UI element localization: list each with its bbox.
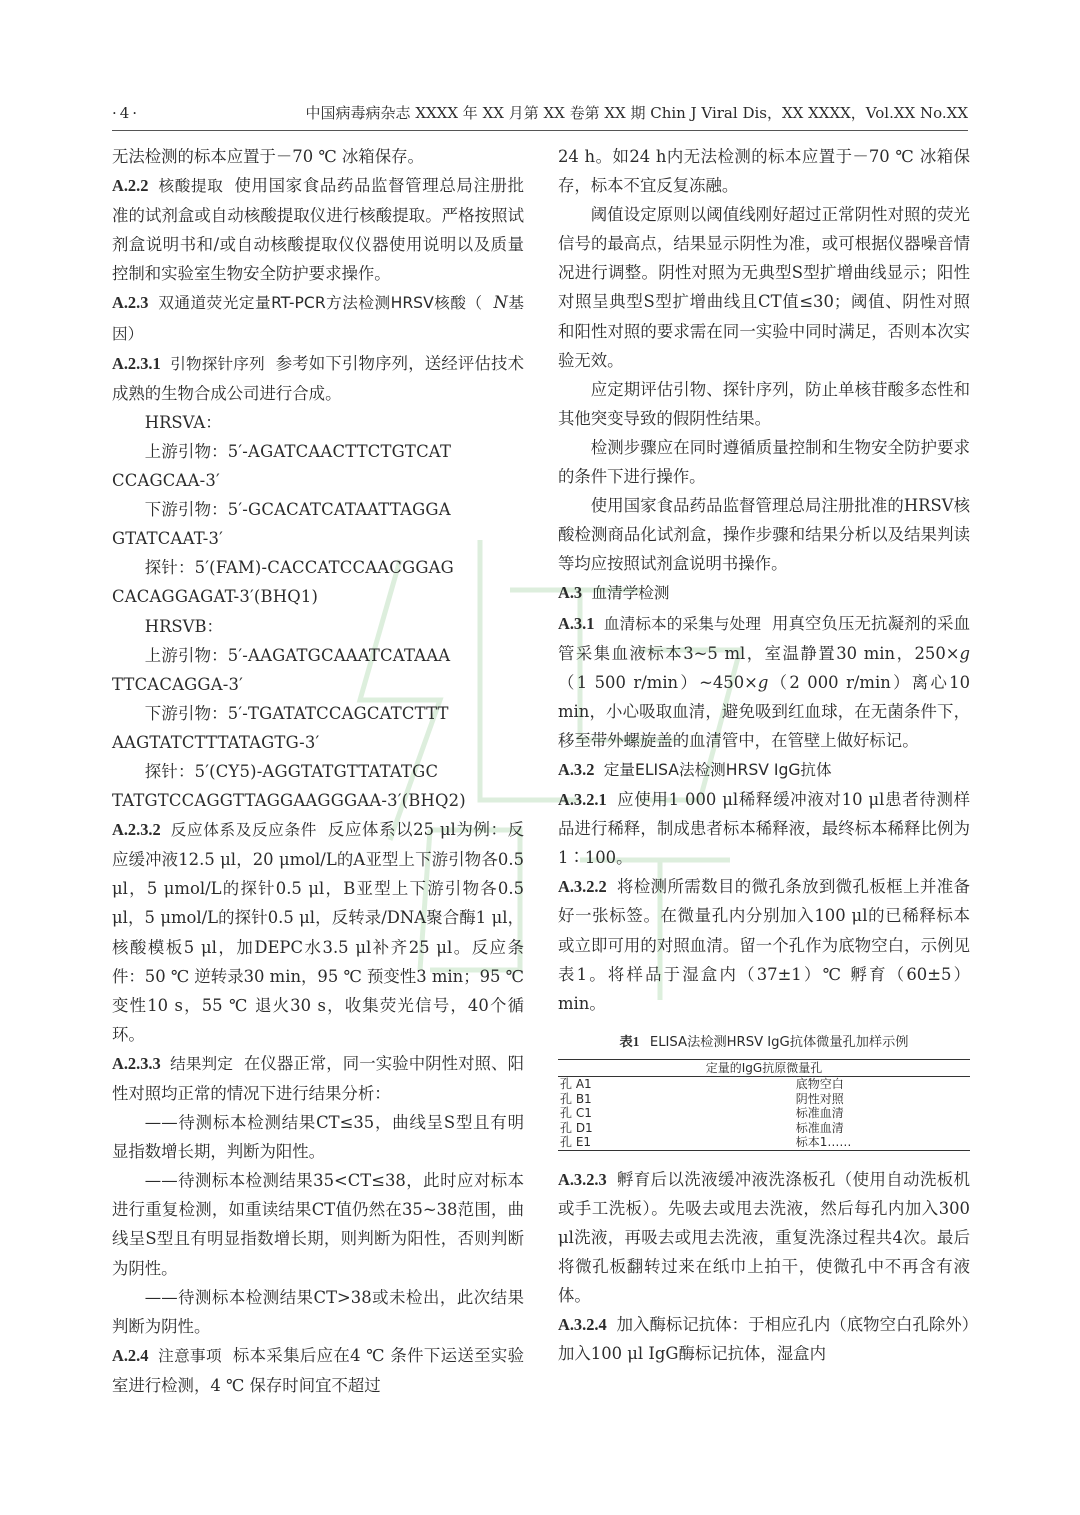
section-text: 反应体系以25 μl为例：反应缓冲液12.5 μl，20 μmol/L的A亚型上下游引物各0.5 μl，5 μmol/L的探针0.5 μl，B亚型上下游引物各0.5 μl，5 μmol/L的探针0.5 μl，反转录/DNA聚合酶1 μl，核酸模板5 μl，加DEPC水3.5 μl补齐25 μl。反应条件：50 ℃ 逆转录30 min，95 ℃ 预变性3 min；95 ℃ 变性10 s，55 ℃ 退火30 s，收集荧光信号，40个循环。 [112,820,524,1044]
content-cell: 底物空白 [795,1077,844,1092]
sequence-line: 上游引物：5′-AAGATGCAAATCATAAA [144,645,451,665]
section-title: 注意事项 [157,1346,222,1365]
sequence-line: 上游引物：5′-AGATCAACTTCTGTCAT [144,441,452,461]
section-title-part: 基因） [112,294,524,343]
section-a323 [558,1165,970,1310]
well-cell: 孔 C1 [560,1106,592,1121]
criteria-item: ——待测标本检测结果CT≤35，曲线呈S型且有明显指数增长期，判断为阳性。 [112,1113,524,1162]
journal-info: 中国病毒病杂志 XXXX 年 XX 月第 XX 卷第 XX 期 Chin J Viral Dis，XX XXXX，Vol.XX No.XX [305,104,968,122]
right-column [558,142,970,1368]
section-a22 [112,171,524,288]
sequence-line: 探针：5′(CY5)-AGGTATGTTATATGC [144,761,439,781]
section-text: 将检测所需数目的微孔条放到微孔板框上并准备好一张标签。在微量孔内分别加入100 μl的已稀释标本或立即可用的对照血清。留一个孔作为底物空白，示例见表1。将样品于湿盒内（37±1）℃ 孵育（60±5）min。 [558,877,970,1013]
left-column [112,142,524,1400]
section-number: A.3.1 [558,613,595,633]
paragraph: 应定期评估引物、探针序列，防止单核苷酸多态性和其他突变导致的假阴性结果。 [558,379,970,428]
section-number: A.3.2.2 [558,877,607,897]
section-a232 [112,815,524,1049]
section-number: A.2.3 [112,293,149,313]
content-cell: 阴性对照 [795,1091,844,1106]
paragraph: 使用国家食品药品监督管理总局注册批准的HRSV核酸检测商品化试剂盒，操作步骤和结果分析以及结果判读等均应按照试剂盒说明书操作。 [558,496,970,574]
section-a233 [112,1049,524,1108]
well-cell: 孔 E1 [558,1135,756,1150]
sequence-line: GTATCAAT-3′ [112,529,224,549]
sequence-line: 下游引物：5′-GCACATCATAATTAGGA [144,500,451,520]
section-a31 [558,609,970,755]
table-caption [558,1032,970,1053]
section-text: 参考如下引物序列，送经评估技术成熟的生物合成公司进行合成。 [112,353,524,403]
table-1 [558,1032,970,1151]
section-number: A.2.3.3 [112,1053,161,1073]
section-a324 [558,1310,970,1368]
section-text: 加入酶标记抗体：于相应孔内（底物空白孔除外）加入100 μl IgG酶标记抗体，湿盒内 [558,1315,970,1364]
table-title: ELISA法检测HRSV IgG抗体微量孔加样示例 [649,1034,909,1050]
table-row [558,1092,970,1107]
section-a322 [558,872,970,1017]
section-text: 使用国家食品药品监督管理总局注册批准的试剂盒或自动核酸提取仪进行核酸提取。严格按照试剂盒说明书和/或自动核酸提取仪仪器使用说明以及质量控制和实验室生物安全防护要求操作。 [112,176,524,284]
well-cell: 孔 B1 [560,1091,592,1106]
section-a32 [558,755,970,785]
section-a24 [112,1341,524,1400]
sequence-line: AAGTATCTTTATAGTG-3′ [112,732,320,752]
section-title: 定量ELISA法检测HRSV IgG抗体 [603,760,832,779]
section-a3 [558,578,970,608]
header-rule [112,130,968,131]
sequence-line: CACAGGAGAT-3′(BHQ1) [112,587,319,607]
sequence-line: CCAGCAA-3′ [112,471,220,491]
content-cell: 标准血清 [795,1120,844,1135]
paragraph: 24 h。如24 h内无法检测的标本应置于－70 ℃ 冰箱保存，标本不宜反复冻融。 [558,147,970,196]
section-number: A.2.4 [112,1345,149,1365]
section-title: 反应体系及反应条件 [170,821,318,840]
criteria-item: ——待测标本检测结果CT>38或未检出，此次结果判断为阴性。 [112,1287,524,1336]
running-head [112,100,968,126]
g-symbol: g [757,672,769,692]
section-text: 用真空负压无抗凝剂的采血管采集血液标本3~5 ml，室温静置30 min，250× [558,613,970,663]
section-text: 标本采集后应在4 ℃ 条件下运送至实验室进行检测，4 ℃ 保存时间宜不超过 [112,1345,524,1395]
table-header: 定量的IgG抗原微量孔 [558,1059,970,1077]
table-row [558,1077,970,1092]
sequence-line: TTCACAGGA-3′ [112,674,244,694]
section-number: A.2.3.2 [112,820,161,840]
section-title: 结果判定 [170,1054,233,1073]
table-number: 表1 [619,1033,640,1049]
sequence-line: TATGTCCAGGTTAGGAAGGGAA-3′(BHQ2) [112,791,466,811]
section-text: （1 500 r/min）~450× [558,672,758,692]
section-number: A.3.2 [558,759,595,779]
content-cell: 标本1…… [756,1135,970,1150]
table-row [558,1135,970,1150]
section-title: 引物探针序列 [170,354,265,373]
section-text: （2 000 r/min）离心10 min，小心吸取血清，避免吸到红血球，在无菌条件下，移至带外螺旋盖的血清管中，在管壁上做好标记。 [558,672,970,750]
section-number: A.2.3.1 [112,353,161,373]
section-a321 [558,785,970,872]
section-number: A.3.2.3 [558,1169,607,1189]
section-title: 血清学检测 [591,584,670,603]
section-title: 血清标本的采集与处理 [603,614,762,633]
section-text: 在仪器正常，同一实验中阴性对照、阳性对照均正常的情况下进行结果分析： [112,1053,524,1103]
sequence-line: 下游引物：5′-TGATATCCAGCATCTTT [144,703,449,723]
paragraph: 无法检测的标本应置于－70 ℃ 冰箱保存。 [112,147,424,166]
content-cell: 标准血清 [795,1106,844,1121]
section-text: 应使用1 000 μl稀释缓冲液对10 μl患者待测样品进行稀释，制成患者标本稀释液，最终标本稀释比例为1∶100。 [558,790,970,868]
table-row [558,1121,970,1136]
hrsva-label: HRSVA： [144,412,222,432]
well-cell: 孔 A1 [560,1077,592,1092]
section-number: A.2.2 [112,176,149,196]
section-number: A.3.2.1 [558,790,607,810]
section-text: 孵育后以洗液缓冲液洗涤板孔（使用自动洗板机或手工洗板）。先吸去或甩去洗液，然后每孔内加入300 μl洗液，再吸去或甩去洗液，重复洗涤过程共4次。最后将微孔板翻转过来在纸巾上拍干，使微孔中不再含有液体。 [558,1169,970,1306]
well-cell: 孔 D1 [560,1120,593,1135]
paragraph: 检测步骤应在同时遵循质量控制和生物安全防护要求的条件下进行操作。 [558,437,970,487]
section-title-part: 双通道荧光定量RT-PCR方法检测HRSV核酸（ [157,294,483,313]
section-a231 [112,349,524,408]
sample-table [558,1059,970,1151]
section-a23 [112,288,524,348]
section-number: A.3.2.4 [558,1315,607,1335]
hrsvb-label: HRSVB： [144,616,223,636]
paragraph: 阈值设定原则以阈值线刚好超过正常阴性对照的荧光信号的最高点，结果显示阴性为准，或可根据仪器噪音情况进行调整。阴性对照为无典型S型扩增曲线显示；阳性对照呈典型S型扩增曲线且CT值≤30；阈值、阴性对照和阳性对照的要求需在同一实验中同时满足，否则本次实验无效。 [558,205,970,370]
page-number: ·4· [112,104,141,122]
sequence-line: 探针：5′(FAM)-CACCATCCAACGGAG [144,558,454,578]
gene-name: N [493,293,508,313]
table-row [558,1106,970,1121]
section-number: A.3 [558,583,583,603]
g-symbol: g [959,643,970,663]
criteria-item: ——待测标本检测结果35<CT≤38，此时应对标本进行重复检测，如重读结果CT值仍然在35~38范围，曲线呈S型且有明显指数增长期，则判断为阳性，否则判断为阴性。 [112,1171,524,1278]
section-title: 核酸提取 [157,177,224,196]
